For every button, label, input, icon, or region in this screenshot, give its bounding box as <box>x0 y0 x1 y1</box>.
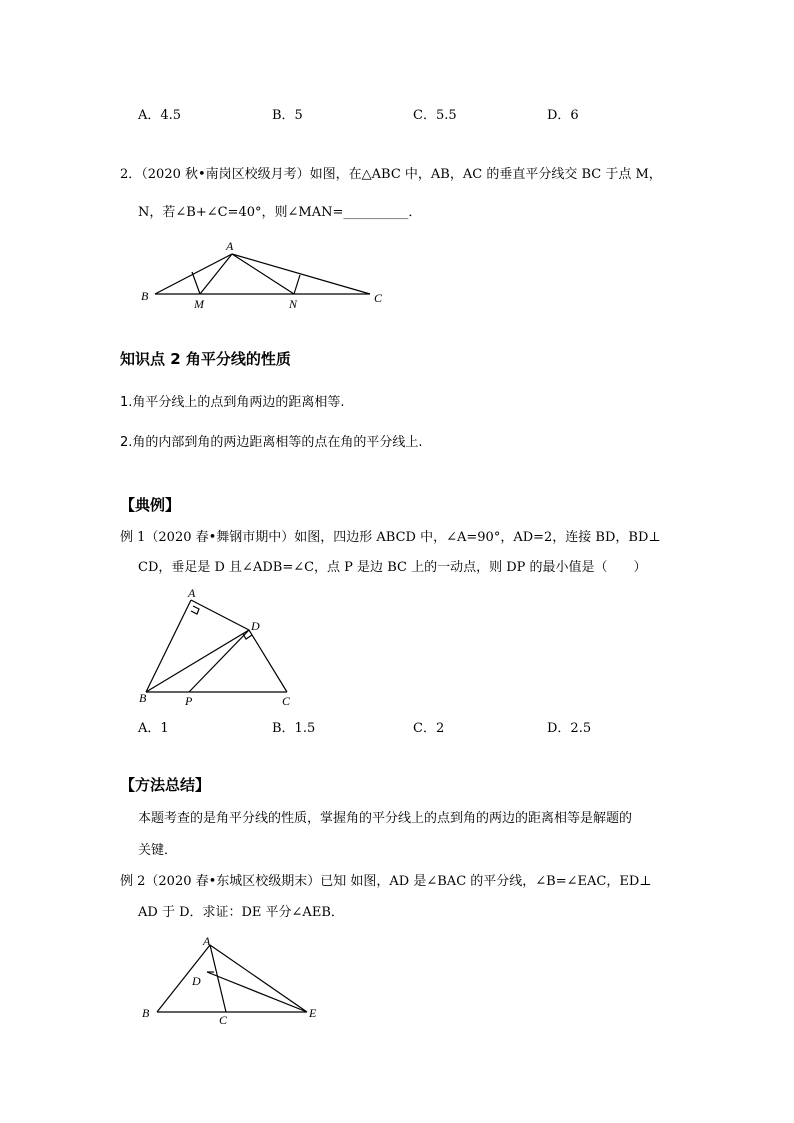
ex1-label-a: A <box>188 586 196 600</box>
ex1-right-angle-a <box>191 606 199 614</box>
ex2-segment-ab <box>157 945 210 1012</box>
q2-label-b: B <box>141 289 149 303</box>
ex1-option-b: B．1.5 <box>272 721 316 736</box>
ex1-option-c: C．2 <box>413 721 445 736</box>
q2-figure-lines <box>155 254 370 294</box>
q2-text-line2: N，若∠B+∠C=40°，则∠MAN=__________． <box>138 205 422 220</box>
ex1-option-a: A．1 <box>138 721 169 736</box>
method-heading: 【方法总结】 <box>120 776 211 794</box>
ex1-label-c: C <box>282 694 291 708</box>
ex2-text-line1: 例 2（2020 春•东城区校级期末）已知 如图，AD 是∠BAC 的平分线，∠B=∠EAC，ED⊥ <box>120 874 652 889</box>
q2-segment-ab <box>155 254 232 294</box>
example-heading: 【典例】 <box>120 496 181 514</box>
ex1-text-line1: 例 1（2020 春•舞钢市期中）如图，四边形 ABCD 中，∠A=90°，AD=2，连接 BD，BD⊥ <box>120 530 661 545</box>
q2-segment-ac <box>232 254 370 294</box>
ex2-label-c: C <box>219 1013 228 1027</box>
q2-label-a: A <box>226 239 234 253</box>
section2-point1: 1.角平分线上的点到角两边的距离相等. <box>120 395 345 410</box>
section2-title: 知识点 2 角平分线的性质 <box>120 350 291 368</box>
ex2-label-e: E <box>309 1006 317 1020</box>
ex2-text-line2: AD 于 D．求证：DE 平分∠AEB． <box>138 905 344 920</box>
q1-option-d: D．6 <box>547 108 579 123</box>
q2-label-n: N <box>289 297 298 311</box>
ex1-segment-ad <box>191 600 249 630</box>
q1-option-a: A．4.5 <box>138 108 182 123</box>
section2-point2: 2.角的内部到角的两边距离相等的点在角的平分线上. <box>120 435 423 450</box>
ex1-label-d: D <box>251 619 260 633</box>
ex1-segment-dc <box>249 630 287 692</box>
method-text-line1: 本题考查的是角平分线的性质，掌握角的平分线上的点到角的两边的距离相等是解题的 <box>138 811 633 826</box>
q2-label-c: C <box>374 291 383 305</box>
ex2-figure-lines <box>157 945 307 1012</box>
q1-option-b: B．5 <box>272 108 303 123</box>
q1-option-c: C．5.5 <box>413 108 457 123</box>
ex2-label-d: D <box>192 974 201 988</box>
q2-label-m: M <box>194 297 204 311</box>
ex1-figure-lines <box>146 600 287 692</box>
ex2-label-b: B <box>142 1006 150 1020</box>
ex1-label-p: P <box>185 694 193 708</box>
q2-segment-an <box>232 254 294 294</box>
ex2-label-a: A <box>203 934 211 948</box>
ex1-label-b: B <box>139 691 147 705</box>
method-text-line2: 关键． <box>138 843 178 858</box>
ex1-text-line2: CD，垂足是 D 且∠ADB=∠C，点 P 是边 BC 上的一动点，则 DP 的最小值是（ ） <box>138 560 647 575</box>
q2-perp-n <box>294 275 300 294</box>
q2-text-line1: 2．（2020 秋•南岗区校级月考）如图，在△ABC 中，AB，AC 的垂直平分线交 BC 于点 M， <box>120 167 662 182</box>
q2-segment-am <box>200 254 232 294</box>
q2-perp-m <box>192 272 200 294</box>
ex1-option-d: D．2.5 <box>547 721 592 736</box>
